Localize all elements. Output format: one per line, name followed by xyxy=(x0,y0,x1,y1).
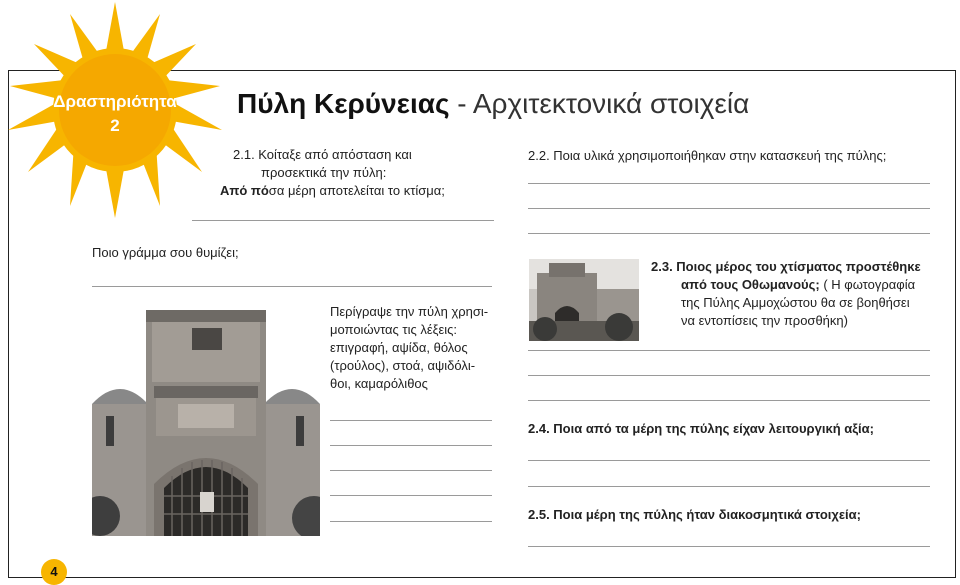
answer-line[interactable] xyxy=(92,286,492,287)
answer-line[interactable] xyxy=(528,400,930,401)
activity-badge xyxy=(40,90,190,138)
question-2-5: 2.5. Ποια μέρη της πύλης ήταν διακοσμητικά στοιχεία; xyxy=(528,507,861,522)
answer-line[interactable] xyxy=(330,445,492,446)
question-2-2: 2.2. Ποια υλικά χρησιμοποιήθηκαν στην κατασκευή της πύλης; xyxy=(528,148,887,163)
answer-line[interactable] xyxy=(330,420,492,421)
question-2-1 xyxy=(233,146,412,182)
describe-instruction: Περίγραψε την πύλη χρησι- μοποιώντας τις λέξεις: επιγραφή, αψίδα, θόλος (τρούλος), στοά, αψιδόλι- θοι, καμαρόλιθος xyxy=(330,304,489,391)
title-bold: Πύλη Κερύνειας xyxy=(237,88,450,119)
famagusta-gate-photo xyxy=(529,259,639,341)
question-2-1-line1: 2.1. Κοίταξε από απόσταση και xyxy=(233,147,412,162)
answer-line[interactable] xyxy=(528,375,930,376)
answer-line[interactable] xyxy=(528,233,930,234)
kyrenia-gate-photo xyxy=(92,296,320,536)
page-title xyxy=(237,86,749,122)
question-2-1-line2: προσεκτικά την πύλη: xyxy=(261,165,387,180)
answer-line[interactable] xyxy=(528,486,930,487)
answer-line[interactable] xyxy=(528,546,930,547)
answer-line[interactable] xyxy=(528,208,930,209)
question-2-1-line3: Από πόσα μέρη αποτελείται το κτίσμα; xyxy=(220,183,445,198)
answer-line[interactable] xyxy=(528,183,930,184)
answer-line[interactable] xyxy=(330,521,492,522)
answer-line[interactable] xyxy=(330,470,492,471)
title-rest: - Αρχιτεκτονικά στοιχεία xyxy=(449,88,750,119)
question-2-4: 2.4. Ποια από τα μέρη της πύλης είχαν λειτουργική αξία; xyxy=(528,421,874,436)
letter-question: Ποιο γράμμα σου θυμίζει; xyxy=(92,245,239,260)
answer-line[interactable] xyxy=(330,495,492,496)
activity-label: Δραστηριότητα xyxy=(53,92,177,111)
answer-line[interactable] xyxy=(528,350,930,351)
answer-line[interactable] xyxy=(528,460,930,461)
page-number: 4 xyxy=(41,559,67,585)
answer-line[interactable] xyxy=(192,220,494,221)
activity-number: 2 xyxy=(110,116,120,135)
question-2-3: 2.3. Ποιος μέρος του χτίσματος προστέθηκε από τους Οθωμανούς; ( Η φωτογραφία της Πύλης Αμμοχώστου θα σε βοηθήσει να εντοπίσεις την προσθήκη) xyxy=(651,259,921,328)
